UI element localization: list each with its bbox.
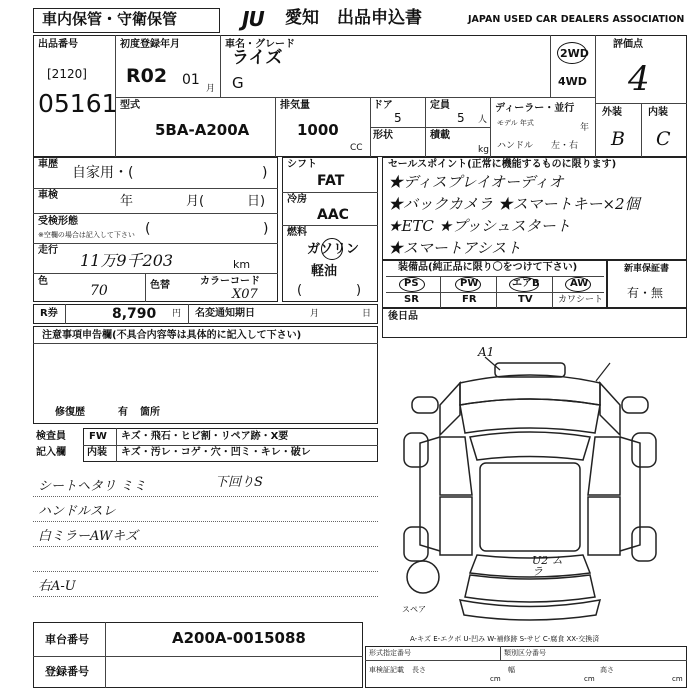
sales-point-line-2: ★バックカメラ ★スマートキー×2個: [388, 195, 640, 213]
doors-value: 5: [394, 111, 402, 125]
sales-points-label: セールスポイント(正常に機能するものに限ります): [388, 159, 617, 170]
handwritten-note-2: 下回りS: [215, 475, 263, 490]
mileage-label: 走行: [38, 245, 58, 256]
record-label: 車検証記載: [369, 666, 404, 674]
color-code-label: カラーコード: [200, 276, 260, 287]
cm-unit-2: cm: [584, 675, 595, 683]
repair-history-unit: 箇所: [140, 407, 160, 418]
dealer-label: ディーラー・並行: [495, 103, 575, 114]
lot-label: 出品番号: [38, 39, 78, 50]
registration-month-unit: 月: [206, 84, 216, 94]
handwritten-note-1: シートヘタリ ミミ: [38, 479, 147, 494]
registration-month: 01: [182, 72, 200, 88]
fuel-close: ): [356, 283, 362, 298]
mileage-value: 11万9千203: [80, 251, 174, 270]
width-label: 幅: [508, 666, 515, 674]
shape-spec-label: 形式指定番号: [369, 649, 411, 657]
height-label: 高さ: [600, 666, 614, 674]
interior-label: 内装: [648, 107, 668, 118]
storage-title: 車内保管・守衛保管: [42, 10, 178, 28]
equip-pw: PW: [460, 278, 479, 289]
history-value: 自家用・(: [72, 165, 134, 181]
history-label: 車歴: [38, 159, 58, 170]
equip-ps: PS: [404, 278, 419, 289]
recycle-label: R券: [40, 308, 58, 319]
fuel-open: (: [297, 283, 303, 298]
load-label: 積載: [430, 130, 450, 141]
handle-options: 左・右: [551, 141, 579, 151]
4wd-label: 4WD: [558, 75, 587, 88]
notes-label: 注意事項申告欄(不具合内容等は具体的に記入して下さい): [42, 330, 302, 341]
equip-kawa-seat: カワシート: [558, 295, 604, 305]
shape-label: 形状: [373, 130, 393, 141]
equip-airbag: エアB: [512, 278, 540, 289]
equipment-label: 装備品(純正品に限り〇をつけて下さい): [398, 262, 578, 273]
aichi-label: 愛知: [285, 8, 319, 28]
notice-day: 日: [362, 309, 372, 319]
car-damage-diagram: [400, 345, 690, 625]
recycle-yen: 円: [172, 309, 182, 319]
capacity-label: 定員: [430, 100, 450, 111]
car-name-label: 車名・グレード: [225, 39, 295, 50]
car-grade: G: [232, 74, 244, 92]
warranty-label: 新車保証書: [624, 264, 670, 274]
fuel-label: 燃料: [287, 227, 307, 238]
displacement-unit: CC: [350, 143, 363, 153]
load-unit: kg: [478, 145, 489, 155]
inspection-label: 車検: [38, 190, 58, 201]
ac-label: 冷房: [287, 194, 307, 205]
inspection-year: 年: [120, 194, 134, 209]
spare-label: スペア: [402, 605, 426, 614]
notice-month: 月: [310, 309, 320, 319]
gasoline-circle: [321, 238, 343, 260]
car-name: ライズ: [232, 48, 283, 68]
evaluation-label: 評価点: [613, 39, 643, 50]
chassis-label: 車台番号: [45, 633, 89, 646]
after-items-label: 後日品: [388, 311, 418, 322]
history-close: ): [262, 165, 268, 181]
color-code-value: X07: [232, 287, 258, 302]
receipt-note: ※空欄の場合は記入して下さい: [38, 231, 135, 239]
ac-value: AAC: [317, 207, 349, 223]
exterior-label: 外装: [602, 107, 622, 118]
fw-label: FW: [89, 431, 107, 442]
sales-point-line-3: ★ETC ★プッシュスタート: [388, 217, 571, 235]
receipt-close: ): [263, 221, 269, 237]
handwritten-note-4: 白ミラーAWキズ: [38, 529, 138, 544]
interior-grade: C: [656, 128, 671, 150]
2wd-label: 2WD: [560, 47, 589, 60]
color-value: 70: [90, 283, 108, 299]
handwritten-note-5: 右A-U: [38, 579, 76, 594]
color-label: 色: [38, 276, 48, 287]
damage-legend: A-キズ E-エクボ U-凹み W-補修跡 S-サビ C-腐食 XX-交換済: [410, 635, 600, 643]
length-label: 長さ: [412, 666, 426, 674]
form-title: 出品申込書: [337, 8, 422, 28]
fuel-diesel: 軽油: [311, 264, 338, 279]
inspector-label-2: 記入欄: [36, 447, 66, 458]
capacity-unit: 人: [478, 115, 488, 125]
handle-label: ハンドル: [497, 141, 534, 151]
receipt-open: (: [145, 221, 151, 237]
cm-unit-1: cm: [490, 675, 501, 683]
equip-aw: AW: [570, 278, 589, 289]
displacement-value: 1000: [297, 121, 339, 139]
model-label: 型式: [120, 100, 140, 111]
reg-number-label: 登録番号: [45, 665, 89, 678]
diagram-a1-mark: A1: [478, 345, 495, 359]
ju-logo: JU: [242, 7, 264, 31]
notice-label: 名変通知期日: [195, 308, 255, 319]
repaint-label: 色替: [150, 280, 170, 291]
diagram-rear-mark: U2 ムラ: [532, 554, 563, 578]
inspection-day: 日): [247, 194, 266, 209]
mileage-unit: km: [233, 258, 251, 271]
chassis-value: A200A-0015088: [172, 629, 306, 647]
repair-history-label: 修復歴: [55, 407, 85, 418]
equip-fr: FR: [462, 294, 477, 305]
interior-check-label: 内装: [87, 447, 107, 458]
inspection-month: 月(: [186, 194, 205, 209]
cm-unit-3: cm: [672, 675, 683, 683]
registration-label: 初度登録年月: [120, 39, 180, 50]
lot-sub-number: [2120]: [47, 67, 87, 81]
shift-label: シフト: [287, 159, 317, 170]
model-year-label: モデル 年式: [497, 119, 534, 127]
equip-sr: SR: [404, 294, 419, 305]
doors-label: ドア: [373, 100, 393, 111]
lot-number: 05161: [38, 89, 118, 118]
equip-tv: TV: [518, 294, 533, 305]
fw-items: キズ・飛石・ヒビ割・リペア跡・X要: [121, 431, 289, 442]
evaluation-score: 4: [628, 59, 650, 99]
sales-point-line-4: ★スマートアシスト: [388, 239, 522, 257]
capacity-value: 5: [457, 111, 465, 125]
fuel-gasoline: ガソリン: [307, 242, 360, 257]
receipt-label: 受検形態: [38, 216, 78, 227]
classify-label: 類別区分番号: [504, 649, 546, 657]
after-items-block: [382, 308, 687, 338]
repair-history-value: 有: [118, 407, 128, 418]
shift-value: FAT: [317, 173, 345, 189]
association-name: JAPAN USED CAR DEALERS ASSOCIATION: [468, 14, 685, 25]
inspector-label-1: 検査員: [36, 431, 66, 442]
displacement-label: 排気量: [280, 100, 310, 111]
handwritten-note-3: ハンドルスレ: [38, 504, 116, 519]
registration-year: R02: [126, 65, 168, 87]
interior-check-items: キズ・汚レ・コゲ・穴・凹ミ・キレ・破レ: [121, 447, 311, 458]
recycle-amount: 8,790: [112, 306, 157, 322]
year-unit: 年: [580, 123, 590, 133]
warranty-options: 有・無: [627, 286, 664, 300]
sales-point-line-1: ★ディスプレイオーディオ: [388, 173, 564, 191]
model-value: 5BA-A200A: [155, 121, 250, 139]
exterior-grade: B: [611, 128, 625, 150]
